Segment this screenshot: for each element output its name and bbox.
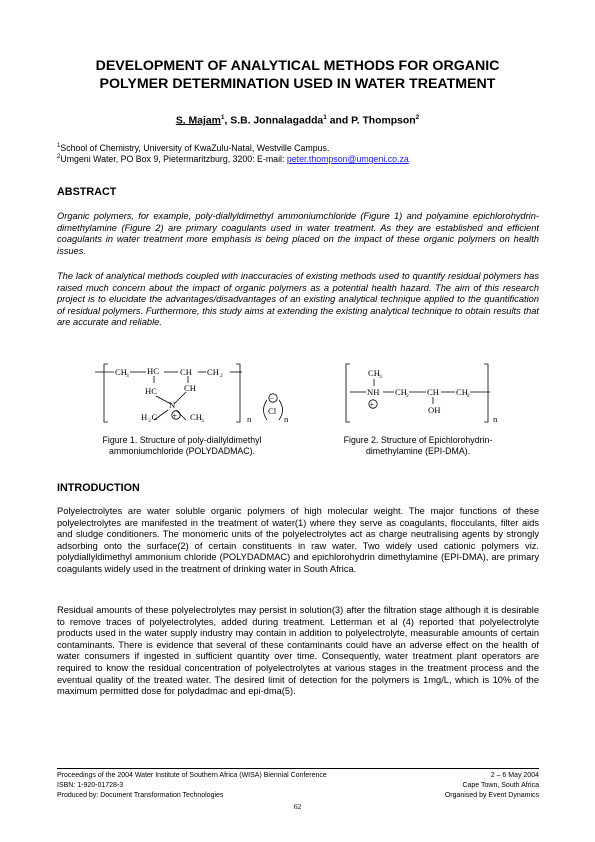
formula-label: CH — [115, 367, 127, 377]
footer-right — [339, 771, 539, 801]
footer-left — [57, 771, 327, 801]
title-line: POLYMER DETERMINATION USED IN WATER TREATMENT — [99, 76, 496, 92]
formula-label: CH — [180, 367, 192, 377]
author-superscript: 2 — [415, 114, 420, 121]
title-line: DEVELOPMENT OF ANALYTICAL METHODS FOR ORGANIC — [95, 58, 500, 74]
polydadmac-structure-figure — [90, 358, 300, 430]
footer-line: 2 – 6 May 2004 — [490, 772, 539, 779]
abstract-paragraph: The lack of analytical methods coupled with inaccuracies of existing methods used to quantify residual polymers has raised much concern about the impact of organic polymers as a potential health hazard. The aim of this research project is to elucidate the advantages/disadvantages of an existing analytical technique applied to the quantification of residual polymers. Furthermore, this study aims at extending the existing analytical technique to obtain results that are accurate and reliable. — [57, 271, 539, 328]
caption-line: ammoniumchloride (POLYDADMAC). — [109, 446, 255, 456]
formula-label: NH — [367, 387, 380, 397]
formula-label: N — [169, 400, 176, 410]
formula-subscript: 3 — [379, 374, 382, 380]
affiliation-text: Umgeni Water, PO Box 9, Pietermaritzburg, 3200: E-mail: — [60, 153, 287, 164]
negative-charge-icon: − — [269, 394, 275, 403]
figure-2-caption — [318, 435, 518, 457]
positive-charge-icon: + — [369, 400, 375, 409]
paper-title — [40, 57, 555, 93]
abstract-paragraph: Organic polymers, for example, poly-diallyldimethyl ammoniumchloride (Figure 1) and polyamine epichlorohydrin-dimethylamine (Figure 2) are primary coagulants used in water treatment. As they are established and efficient coagulants in water treatment more emphasis is being placed on the impact of these organic polymers on health issues. — [57, 211, 539, 256]
formula-label: CH — [368, 368, 380, 378]
formula-label: CH — [207, 367, 219, 377]
formula-label: OH — [428, 405, 441, 415]
formula-label: CH — [395, 387, 407, 397]
author-superscript: 1 — [220, 114, 225, 121]
formula-label: CH — [427, 387, 439, 397]
formula-subscript: 3 — [126, 373, 129, 379]
formula-subscript: 3 — [201, 418, 204, 424]
abstract-heading: ABSTRACT — [57, 186, 117, 198]
footer-line: Organised by Event Dynamics — [444, 792, 539, 799]
formula-subscript: 2 — [467, 393, 470, 399]
repeat-unit-label: n — [284, 414, 289, 424]
caption-line: dimethylamine (EPI-DMA). — [365, 446, 471, 456]
formula-label: HC — [145, 386, 157, 396]
author-list — [40, 114, 555, 126]
formula-subscript: 2 — [220, 373, 223, 379]
introduction-heading: INTRODUCTION — [57, 482, 140, 494]
email-link[interactable]: peter.thompson@umgeni.co.za — [286, 153, 409, 164]
affiliation-text: School of Chemistry, University of KwaZulu-Natal, Westville Campus. — [60, 142, 330, 153]
affiliation-superscript: 1 — [57, 143, 61, 149]
formula-label: Cl — [268, 406, 277, 416]
page-number: 62 — [293, 802, 302, 811]
footer-line: Proceedings of the 2004 Water Institute of Southern Africa (WISA) Biennial Conference — [57, 772, 327, 779]
formula-label: H — [141, 412, 148, 422]
caption-line: Figure 1. Structure of poly-diallyldimethyl — [102, 435, 262, 445]
epi-dma-structure-figure — [338, 358, 528, 430]
author-superscript: 1 — [323, 114, 327, 121]
repeat-unit-label: n — [493, 414, 498, 424]
author-name: S. Majam — [175, 115, 221, 127]
formula-label: CH — [456, 387, 468, 397]
formula-subscript: 2 — [406, 393, 409, 399]
formula-label: C — [151, 412, 158, 422]
formula-label: CH — [184, 383, 196, 393]
footer-divider — [57, 768, 539, 769]
positive-charge-icon: + — [172, 411, 178, 420]
author-name: , S.B. Jonnalagadda — [224, 115, 324, 127]
repeat-unit-label: n — [247, 414, 252, 424]
formula-label: CH — [190, 412, 202, 422]
author-name: and P. Thompson — [326, 115, 416, 127]
formula-subscript: 3 — [148, 418, 151, 424]
caption-line: Figure 2. Structure of Epichlorohydrin- — [343, 435, 493, 445]
introduction-paragraph: Polyelectrolytes are water soluble organic polymers of high molecular weight. The major functions of these polyelectrolytes are manifested in the treatment of water(1) where they serve as coagulants, flocculants, filter aids and sludge conditioners. The monomeric units of the polyelectrolytes act as charge neutralising agents by strongly adsorbing onto the surface(2) of certain constituents in raw water. Two widely used cationic polymers viz. polydiallyldimethyl ammonium chloride (POLYDADMAC) and epichlorohydrin dimethylamine (EPI-DMA), are primary coagulants widely used in the treatment of drinking water in South Africa. — [57, 506, 539, 574]
figure-1-caption — [82, 435, 282, 457]
footer-line: Produced by: Document Transformation Technologies — [57, 792, 224, 799]
affiliation-2 — [57, 152, 409, 165]
formula-label: HC — [147, 366, 159, 376]
footer-line: Cape Town, South Africa — [462, 782, 539, 789]
footer-line: ISBN: 1-920-01728-3 — [57, 782, 124, 789]
affiliation-superscript: 2 — [57, 154, 61, 160]
introduction-paragraph: Residual amounts of these polyelectrolytes may persist in solution(3) after the filtration stage although it is desirable to remove traces of polyelectrolytes, added during treatment. Letterman et al (4) reported that polyelectrolyte products used in the water supply industry may contain in addition to polyelectrolyte, measurable amounts of certain contaminants. There is evidence that several of these contaminants could have an adverse effect on the health of water consumers if ingested in sufficient quantity over time. Consequently, water treatment plant operators are required to know the residual concentration of polyelectrolytes at various stages in the treatment process and the eventual quality of the treated water. The desired limit of detection for the polymers is 1mg/L, which is 10% of the maximum permitted dose for polydadmac and epi-dma(5). — [57, 605, 539, 697]
